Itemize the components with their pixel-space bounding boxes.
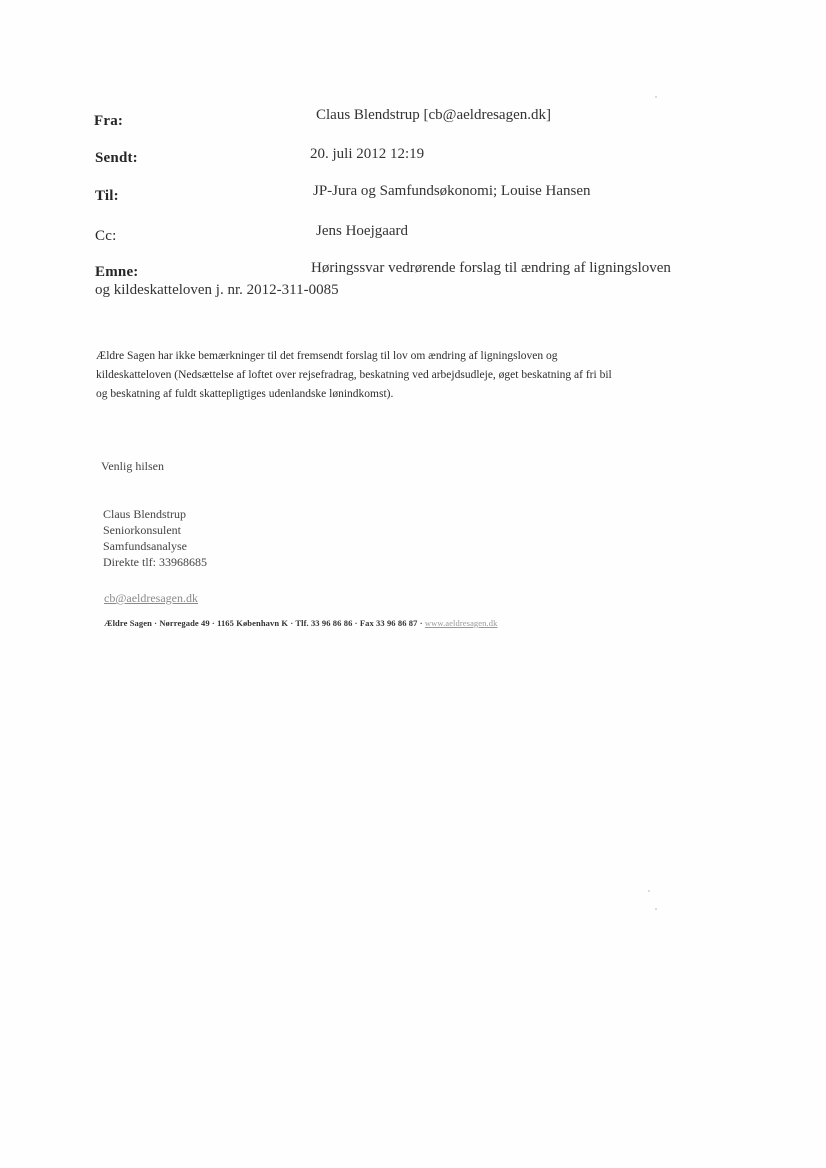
footer-website-link[interactable]: www.aeldresagen.dk — [424, 618, 498, 628]
greeting: Venlig hilsen — [101, 459, 164, 473]
footer-address: Ældre Sagen · Nørregade 49 · 1165 København K · Tlf. 33 96 86 86 · Fax 33 96 86 87 · — [104, 618, 425, 628]
to-label: Til: — [95, 188, 119, 204]
subject-line-2: og kildeskatteloven j. nr. 2012-311-0085 — [95, 282, 339, 298]
scan-speck — [655, 96, 657, 98]
body-line-2: kildeskatteloven (Nedsættelse af loftet over rejsefradrag, beskatning ved arbejdsudleje, øget beskatning af fri bil — [96, 369, 612, 381]
body-line-1: Ældre Sagen har ikke bemærkninger til det fremsendt forslag til lov om ændring af ligningsloven og — [96, 350, 558, 362]
signature-name: Claus Blendstrup — [103, 507, 186, 521]
from-value: Claus Blendstrup [cb@aeldresagen.dk] — [316, 107, 551, 123]
subject-label: Emne: — [95, 264, 139, 280]
sent-label: Sendt: — [95, 150, 138, 166]
sent-value: 20. juli 2012 12:19 — [310, 146, 425, 162]
cc-label: Cc: — [95, 228, 117, 244]
body-line-3: og beskatning af fuldt skattepligtiges udenlandske lønindkomst). — [96, 388, 394, 400]
organization-footer — [104, 618, 497, 628]
subject-line-1: Høringssvar vedrørende forslag til ændring af ligningsloven — [311, 260, 671, 276]
scan-speck — [648, 890, 650, 892]
scan-speck — [655, 908, 657, 910]
cc-value: Jens Hoejgaard — [316, 223, 409, 239]
signature-title: Seniorkonsulent — [103, 523, 181, 537]
message-body — [96, 347, 716, 404]
signature-phone: Direkte tlf: 33968685 — [103, 555, 207, 569]
signature-email-link[interactable]: cb@aeldresagen.dk — [104, 591, 199, 605]
to-value: JP-Jura og Samfundsøkonomi; Louise Hansen — [313, 183, 591, 199]
from-label: Fra: — [94, 113, 124, 129]
signature-department: Samfundsanalyse — [103, 539, 187, 553]
